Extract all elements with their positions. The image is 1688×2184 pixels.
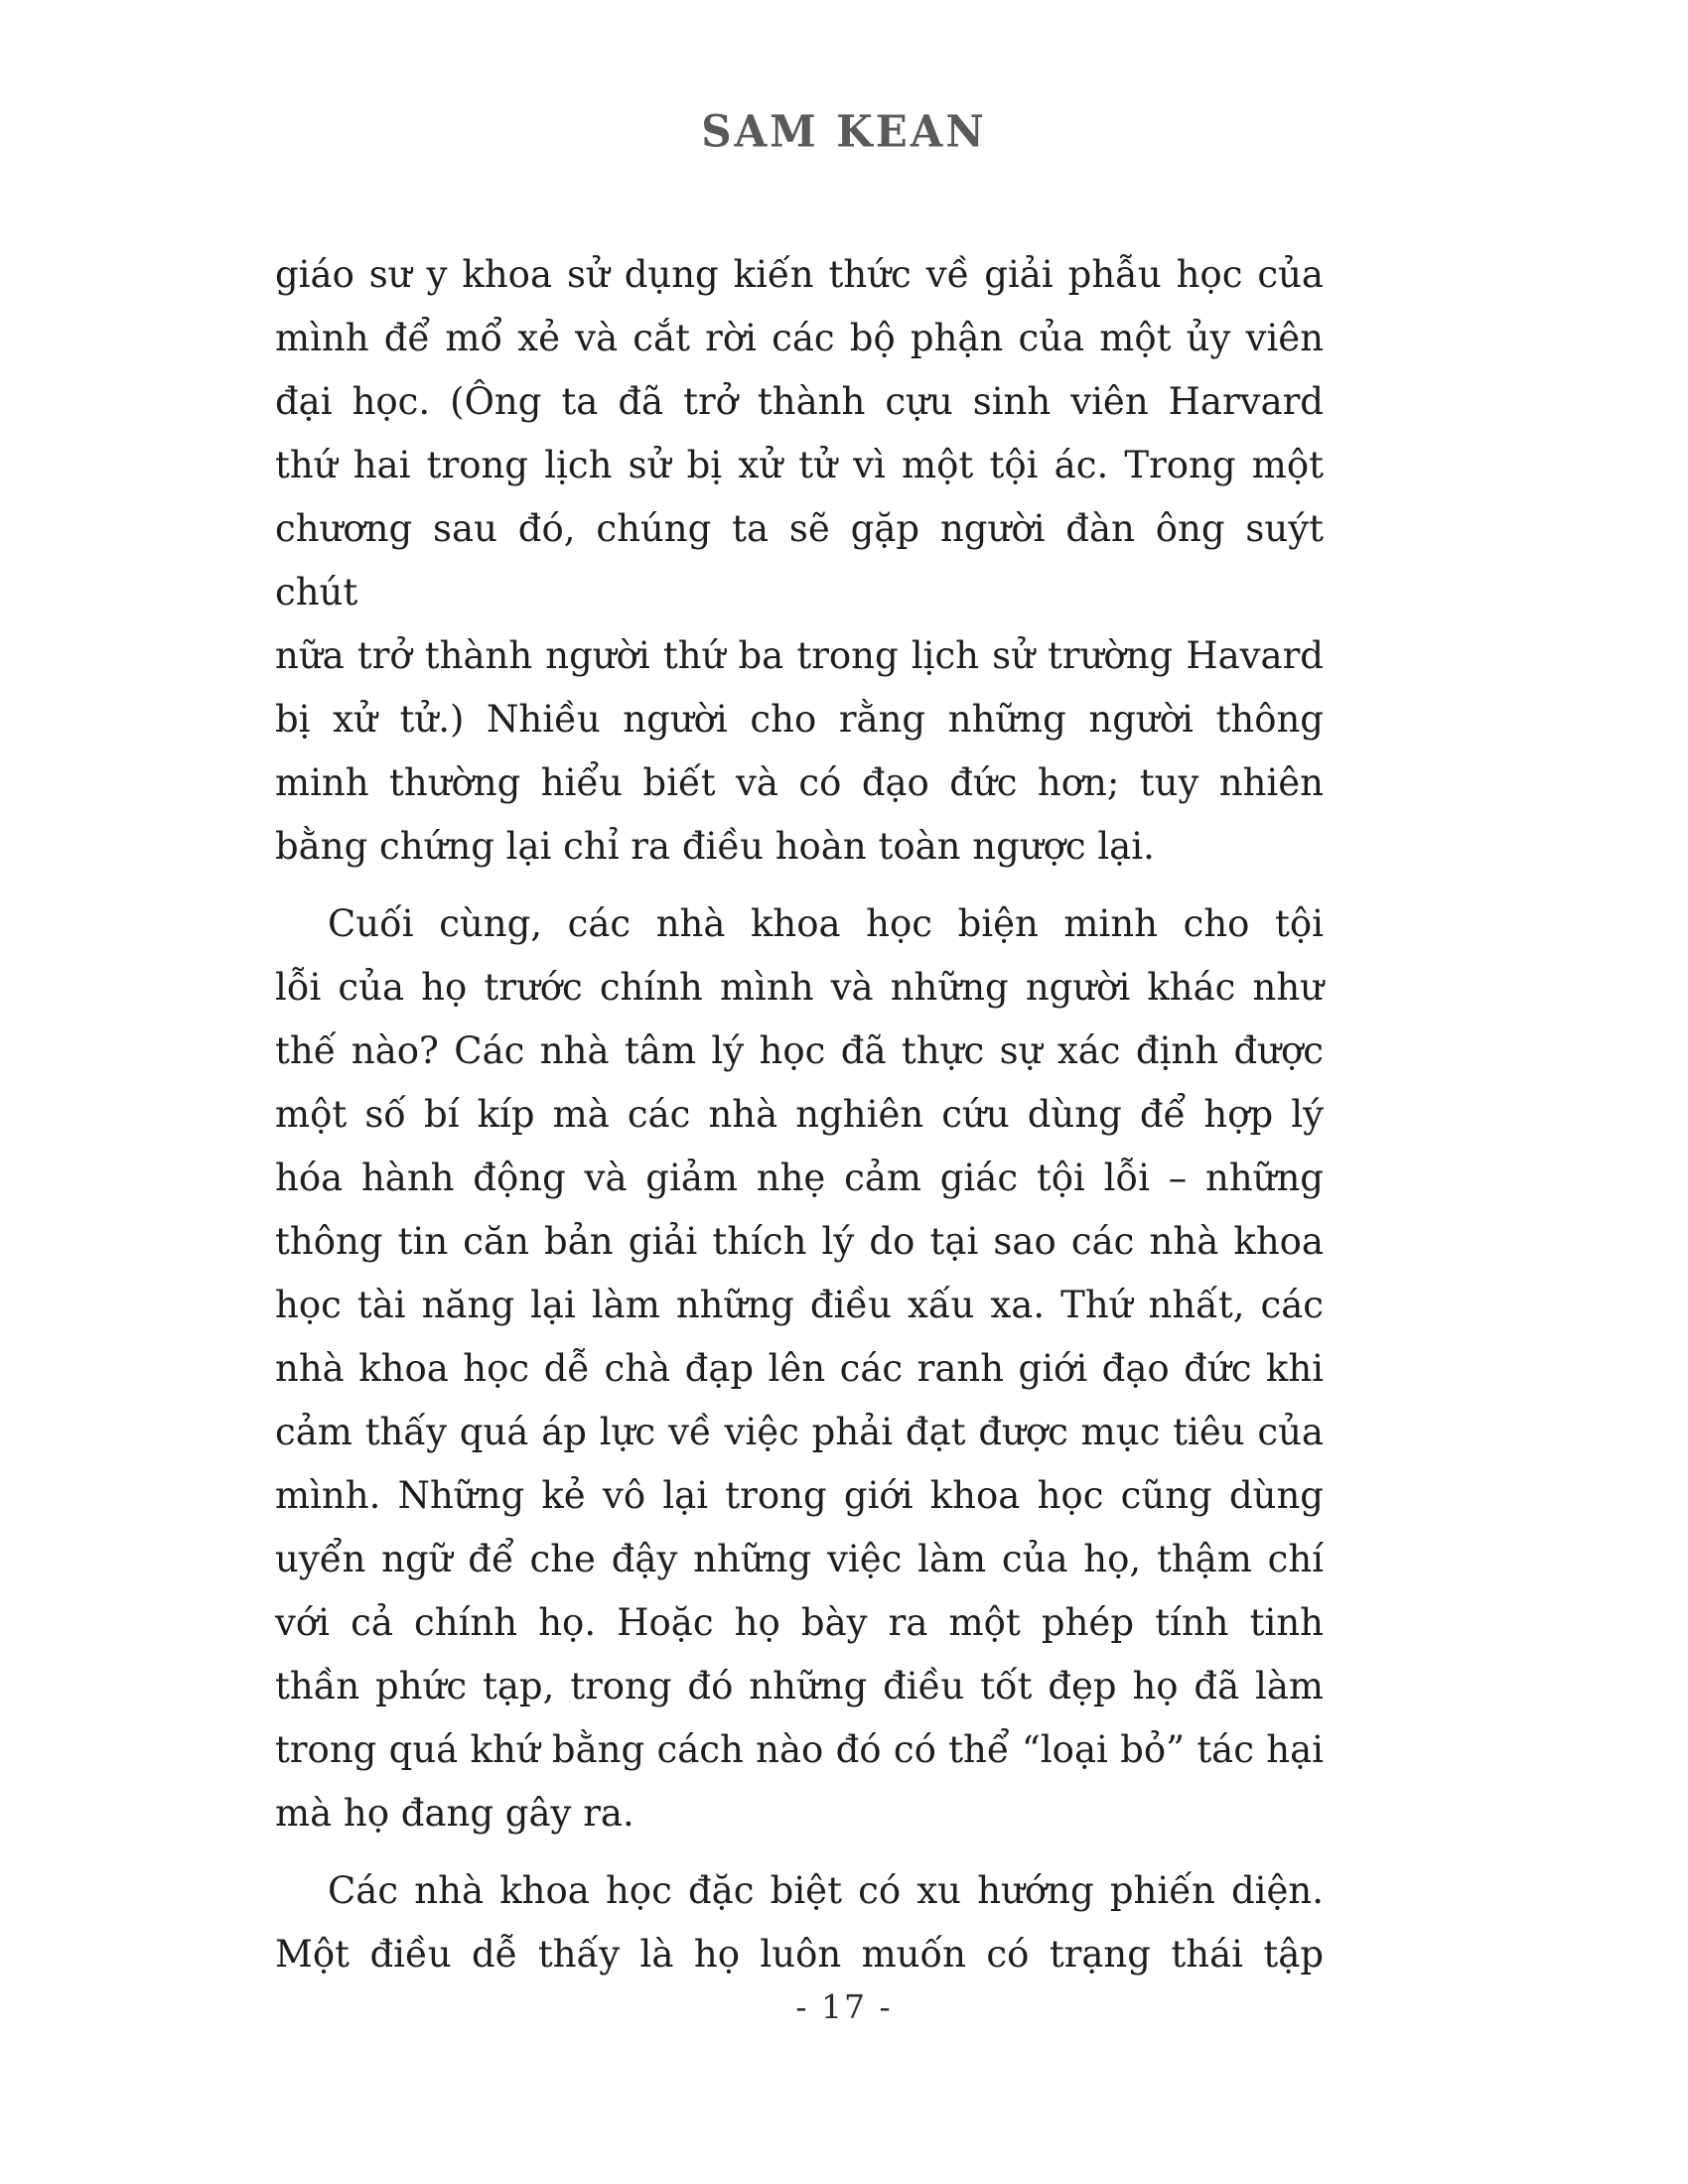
text-line: thứ hai trong lịch sử bị xử tử vì một tội ác. Trong một (275, 444, 1324, 486)
text-line: bằng chứng lại chỉ ra điều hoàn toàn ngược lại. (275, 825, 1155, 868)
text-line: một số bí kíp mà các nhà nghiên cứu dùng để hợp lý (275, 1093, 1324, 1136)
text-line: đại học. (Ông ta đã trở thành cựu sinh viên Harvard (275, 380, 1324, 423)
text-line: uyển ngữ để che đậy những việc làm của họ, thậm chí (275, 1538, 1324, 1580)
running-header: SAM KEAN (701, 105, 987, 158)
paragraph (275, 243, 1324, 879)
text-line: thế nào? Các nhà tâm lý học đã thực sự xác định được (275, 1029, 1324, 1072)
paragraph (275, 1859, 1324, 1986)
text-line: bị xử tử.) Nhiều người cho rằng những người thông (275, 698, 1324, 741)
text-line: Một điều dễ thấy là họ luôn muốn có trạng thái tập (275, 1933, 1324, 1976)
text-line: nhà khoa học dễ chà đạp lên các ranh giới đạo đức khi (275, 1347, 1324, 1390)
page-number: - 17 - (795, 1987, 893, 2026)
text-line: minh thường hiểu biết và có đạo đức hơn; tuy nhiên (275, 761, 1324, 804)
text-line: mà họ đang gây ra. (275, 1792, 634, 1835)
text-line: trong quá khứ bằng cách nào đó có thể “loại bỏ” tác hại (275, 1728, 1324, 1771)
text-line: lỗi của họ trước chính mình và những người khác như (275, 966, 1324, 1009)
text-line: mình. Những kẻ vô lại trong giới khoa học cũng dùng (275, 1474, 1324, 1517)
text-line: chương sau đó, chúng ta sẽ gặp người đàn ông suýt chút (275, 507, 1324, 614)
text-line: mình để mổ xẻ và cắt rời các bộ phận của một ủy viên (275, 317, 1324, 359)
text-block (275, 243, 1324, 1986)
text-line: học tài năng lại làm những điều xấu xa. Thứ nhất, các (275, 1284, 1324, 1326)
paragraph (275, 892, 1324, 1845)
text-line: cảm thấy quá áp lực về việc phải đạt được mục tiêu của (275, 1411, 1324, 1453)
text-line: với cả chính họ. Hoặc họ bày ra một phép tính tinh (275, 1601, 1324, 1644)
text-line: thông tin căn bản giải thích lý do tại sao các nhà khoa (275, 1220, 1324, 1263)
text-line: giáo sư y khoa sử dụng kiến thức về giải phẫu học của (275, 253, 1324, 296)
text-line: nữa trở thành người thứ ba trong lịch sử trường Havard (275, 634, 1324, 677)
text-line: hóa hành động và giảm nhẹ cảm giác tội lỗi – những (275, 1157, 1324, 1199)
text-line: Cuối cùng, các nhà khoa học biện minh cho tội (328, 902, 1324, 945)
text-line: thần phức tạp, trong đó những điều tốt đẹp họ đã làm (275, 1665, 1324, 1707)
text-line: Các nhà khoa học đặc biệt có xu hướng phiến diện. (328, 1869, 1324, 1912)
